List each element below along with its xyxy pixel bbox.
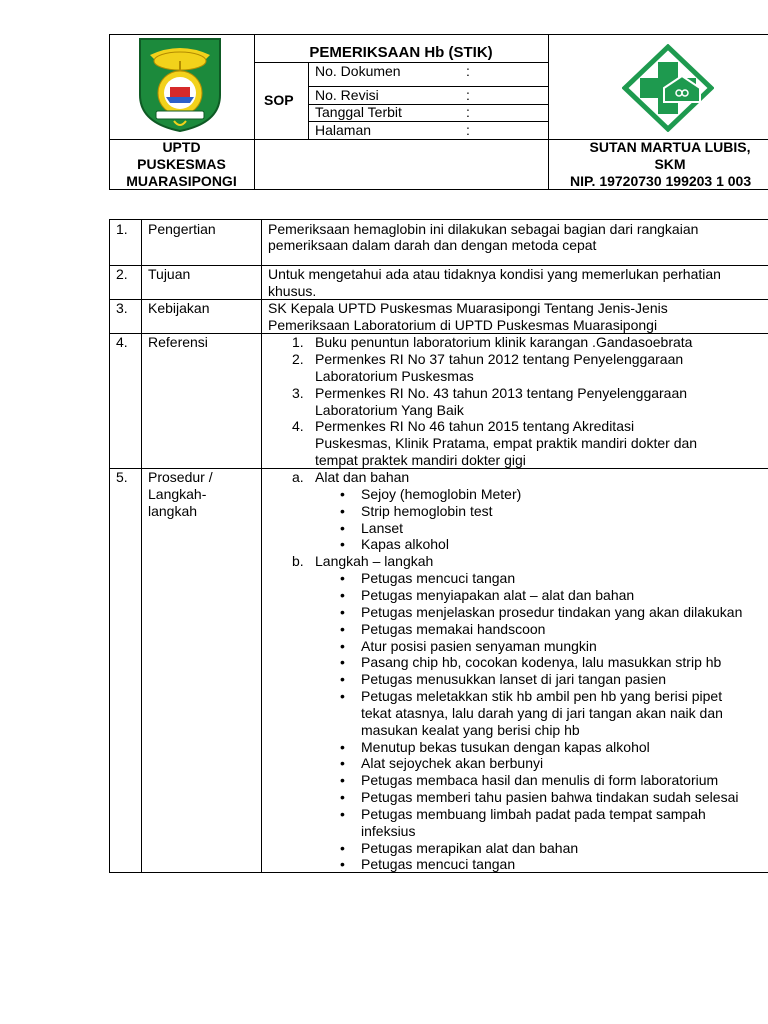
org-name-line-1: UPTD [162, 139, 201, 155]
field-sep-revision: : [466, 87, 470, 103]
row-number: 3. [116, 300, 128, 316]
bullet-text: Petugas meletakkan stik hb ambil pen hb yang berisi pipet [361, 688, 723, 704]
bullet-icon: • [340, 840, 345, 856]
row-number: 5. [116, 469, 128, 485]
bullet-text: Petugas membuang limbah padat pada tempat sampah [361, 806, 706, 822]
bullet-icon: • [340, 587, 345, 603]
reference-number: 2. [292, 351, 304, 367]
row-content-line: Pemeriksaan hemaglobin ini dilakukan sebagai bagian dari rangkaian [268, 221, 699, 237]
field-label-issue-date: Tanggal Terbit [315, 104, 402, 120]
bullet-icon: • [340, 688, 345, 704]
row-number: 1. [116, 221, 128, 237]
bullet-text: Petugas menjelaskan prosedur tindakan yang akan dilakukan [361, 604, 743, 620]
section-letter: b. [292, 553, 304, 569]
bullet-text: Petugas mencuci tangan [361, 570, 516, 586]
content-border-top [109, 219, 768, 220]
row-number: 2. [116, 266, 128, 282]
field-label-page: Halaman [315, 122, 372, 138]
bullet-text: Petugas menusukkan lanset di jari tangan pasien [361, 671, 667, 687]
puskesmas-logo-icon [622, 44, 714, 132]
reference-number: 1. [292, 334, 304, 350]
signatory-name: SUTAN MARTUA LUBIS, [589, 139, 751, 155]
reference-line: tempat praktek mandiri dokter gigi [315, 452, 526, 468]
sop-label: SOP [264, 92, 294, 108]
bullet-icon: • [340, 806, 345, 822]
reference-line: Permenkes RI No 46 tahun 2015 tentang Akreditasi [315, 418, 635, 434]
reference-line: Buku penuntun laboratorium klinik karangan .Gandasoebrata [315, 334, 693, 350]
row-content-line: pemeriksaan dalam darah dan dengan metoda cepat [268, 237, 597, 253]
row-label-prosedur: langkah [148, 503, 198, 519]
bullet-icon: • [340, 570, 345, 586]
row-content-line: khusus. [268, 283, 317, 299]
bullet-text: tekat atasnya, lalu darah yang di jari tangan akan naik dan [361, 705, 723, 721]
reference-line: Permenkes RI No. 43 tahun 2013 tentang Penyelenggaraan [315, 385, 688, 401]
header-border-top [109, 34, 768, 35]
bullet-text: Petugas memberi tahu pasien bahwa tindakan sudah selesai [361, 789, 739, 805]
header-line-title [254, 62, 548, 63]
bullet-text: Kapas alkohol [361, 536, 449, 552]
row-label-referensi: Referensi [148, 334, 208, 350]
header-divider-sop [308, 62, 309, 139]
row-label-prosedur: Langkah- [148, 486, 207, 502]
content-border-left [109, 219, 110, 873]
bullet-icon: • [340, 638, 345, 654]
header-divider-2 [548, 34, 549, 190]
content-col-divider-1 [141, 219, 142, 873]
bullet-text: masukan kealat yang berisi chip hb [361, 722, 580, 738]
bullet-text: Sejoy (hemoglobin Meter) [361, 486, 522, 502]
bullet-icon: • [340, 856, 345, 872]
section-letter: a. [292, 469, 304, 485]
row-content-line: Untuk mengetahui ada atau tidaknya kondisi yang memerlukan perhatian [268, 266, 721, 282]
section-title: Alat dan bahan [315, 469, 410, 485]
bullet-icon: • [340, 536, 345, 552]
bullet-icon: • [340, 755, 345, 771]
bullet-text: Strip hemoglobin test [361, 503, 493, 519]
bullet-text: Petugas memakai handscoon [361, 621, 546, 637]
bullet-icon: • [340, 486, 345, 502]
bullet-text: Atur posisi pasien senyaman mungkin [361, 638, 597, 654]
row-content-line: Pemeriksaan Laboratorium di UPTD Puskesmas Muarasipongi [268, 317, 658, 333]
field-sep-doc-number: : [466, 63, 470, 79]
bullet-text: Petugas menyiapakan alat – alat dan bahan [361, 587, 635, 603]
bullet-text: Lanset [361, 520, 404, 536]
bullet-icon: • [340, 520, 345, 536]
reference-number: 4. [292, 418, 304, 434]
reference-number: 3. [292, 385, 304, 401]
signatory-title: SKM [654, 156, 686, 172]
row-label-kebijakan: Kebijakan [148, 300, 210, 316]
bullet-icon: • [340, 503, 345, 519]
row-number: 4. [116, 334, 128, 350]
reference-line: Laboratorium Yang Baik [315, 402, 464, 418]
reference-line: Puskesmas, Klinik Pratama, empat praktik mandiri dokter dan [315, 435, 698, 451]
document-title: PEMERIKSAAN Hb (STIK) [309, 44, 493, 61]
bullet-text: Menutup bekas tusukan dengan kapas alkohol [361, 739, 650, 755]
field-label-doc-number: No. Dokumen [315, 63, 401, 79]
section-title: Langkah – langkah [315, 553, 434, 569]
content-col-divider-2 [261, 219, 262, 873]
row-label-pengertian: Pengertian [148, 221, 216, 237]
bullet-text: Alat sejoychek akan berbunyi [361, 755, 544, 771]
bullet-text: Petugas mencuci tangan [361, 856, 516, 872]
signatory-nip: NIP. 19720730 199203 1 003 [570, 173, 752, 189]
field-label-revision: No. Revisi [315, 87, 379, 103]
bullet-icon: • [340, 621, 345, 637]
bullet-icon: • [340, 654, 345, 670]
bullet-text: Petugas merapikan alat dan bahan [361, 840, 579, 856]
bullet-icon: • [340, 789, 345, 805]
regency-emblem-icon [136, 37, 224, 133]
row-label-prosedur: Prosedur / [148, 469, 213, 485]
bullet-icon: • [340, 772, 345, 788]
field-sep-page: : [466, 122, 470, 138]
bullet-icon: • [340, 604, 345, 620]
field-sep-issue-date: : [466, 104, 470, 120]
row-label-tujuan: Tujuan [148, 266, 191, 282]
reference-line: Laboratorium Puskesmas [315, 368, 474, 384]
org-name-line-2: PUSKESMAS [137, 156, 226, 172]
row-content-line: SK Kepala UPTD Puskesmas Muarasipongi Tentang Jenis-Jenis [268, 300, 668, 316]
bullet-icon: • [340, 671, 345, 687]
reference-line: Permenkes RI No 37 tahun 2012 tentang Penyelenggaraan [315, 351, 684, 367]
bullet-text: Petugas membaca hasil dan menulis di form laboratorium [361, 772, 719, 788]
bullet-text: infeksius [361, 823, 416, 839]
bullet-icon: • [340, 739, 345, 755]
bullet-text: Pasang chip hb, cocokan kodenya, lalu masukkan strip hb [361, 654, 722, 670]
org-name-line-3: MUARASIPONGI [126, 173, 237, 189]
